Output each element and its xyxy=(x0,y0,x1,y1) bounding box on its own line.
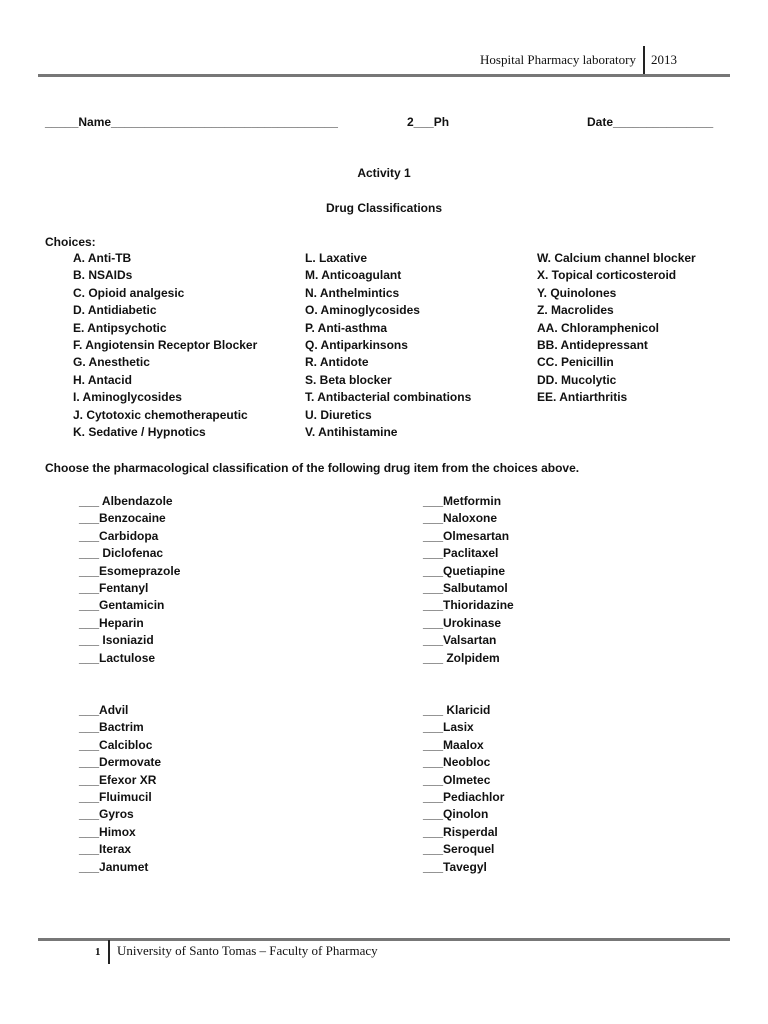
list-item: ___Tavegyl xyxy=(423,859,487,874)
list-item: ___ Klaricid xyxy=(423,703,491,717)
list-item: J. Cytotoxic chemotherapeutic xyxy=(73,407,248,422)
list-item: K. Sedative / Hypnotics xyxy=(73,424,206,439)
generic-list-right xyxy=(423,493,514,667)
list-item: D. Antidiabetic xyxy=(73,303,157,318)
list-item: ___Valsartan xyxy=(423,633,497,648)
list-item: ___Metformin xyxy=(423,494,502,508)
list-item: DD. Mucolytic xyxy=(537,372,617,387)
list-item: N. Anthelmintics xyxy=(305,285,400,300)
list-item: G. Anesthetic xyxy=(73,355,150,370)
list-item: ___Risperdal xyxy=(423,824,498,839)
list-item: X. Topical corticosteroid xyxy=(537,268,677,283)
list-item: ___Quetiapine xyxy=(423,563,506,578)
list-item: R. Antidote xyxy=(305,355,369,370)
list-item: ___ Zolpidem xyxy=(423,650,500,665)
list-item: U. Diuretics xyxy=(305,407,372,422)
page-number: 1 xyxy=(95,946,101,958)
list-item: EE. Antiarthritis xyxy=(537,390,628,405)
brand-list-right xyxy=(423,702,504,876)
page-subtitle: Drug Classifications xyxy=(325,201,443,215)
list-item: ___Himox xyxy=(79,824,136,839)
list-item: ___Advil xyxy=(79,703,129,717)
list-item: S. Beta blocker xyxy=(305,372,392,387)
list-item: ___ Isoniazid xyxy=(79,633,154,648)
list-item: ___Lactulose xyxy=(79,650,156,665)
list-item: ___Janumet xyxy=(79,859,149,874)
choices-column-2 xyxy=(305,250,471,441)
list-item: ___Calcibloc xyxy=(79,737,153,752)
list-item: ___Thioridazine xyxy=(423,598,514,613)
brand-list-left xyxy=(79,702,161,876)
list-item: V. Antihistamine xyxy=(305,424,398,439)
footer-divider xyxy=(108,940,110,964)
list-item: ___Neobloc xyxy=(423,755,491,770)
generic-list-left xyxy=(79,493,180,667)
list-item: Z. Macrolides xyxy=(537,303,614,318)
list-item: M. Anticoagulant xyxy=(305,268,402,283)
list-item: ___Maalox xyxy=(423,737,484,752)
list-item: I. Aminoglycosides xyxy=(73,390,182,405)
list-item: ___Dermovate xyxy=(79,755,162,770)
choices-column-1 xyxy=(73,250,257,441)
header-year: 2013 xyxy=(651,52,677,67)
choices-column-3 xyxy=(537,250,696,407)
header-title: Hospital Pharmacy laboratory xyxy=(480,52,636,67)
list-item: ___Olmetec xyxy=(423,772,491,787)
list-item: T. Antibacterial combinations xyxy=(305,390,472,405)
list-item: W. Calcium channel blocker xyxy=(537,251,696,265)
list-item: ___Pediachlor xyxy=(423,789,505,804)
list-item: ___Salbutamol xyxy=(423,580,508,595)
list-item: ___Heparin xyxy=(79,615,144,630)
list-item: ___Fluimucil xyxy=(79,789,152,804)
list-item: ___ Diclofenac xyxy=(79,546,164,561)
footer-rule xyxy=(38,938,730,941)
list-item: ___Iterax xyxy=(79,842,132,857)
choices-label: Choices: xyxy=(45,235,96,249)
list-item: Y. Quinolones xyxy=(537,285,617,300)
list-item: ___Benzocaine xyxy=(79,511,166,526)
list-item: ___Gentamicin xyxy=(79,598,165,613)
list-item: A. Anti-TB xyxy=(73,251,132,265)
ph-field: 2___Ph xyxy=(407,115,450,129)
list-item: H. Antacid xyxy=(73,372,132,387)
list-item: C. Opioid analgesic xyxy=(73,285,185,300)
list-item: AA. Chloramphenicol xyxy=(537,320,660,335)
list-item: ___Carbidopa xyxy=(79,528,159,543)
list-item: ___Qinolon xyxy=(423,807,489,822)
header-rule xyxy=(38,74,730,77)
activity-title: Activity 1 xyxy=(357,166,411,180)
list-item: F. Angiotensin Receptor Blocker xyxy=(73,337,258,352)
date-field: Date_______________ xyxy=(587,115,714,129)
list-item: BB. Antidepressant xyxy=(537,337,648,352)
list-item: Q. Antiparkinsons xyxy=(305,337,408,352)
list-item: B. NSAIDs xyxy=(73,268,133,283)
list-item: ___Efexor XR xyxy=(79,772,157,787)
list-item: O. Aminoglycosides xyxy=(305,303,420,318)
list-item: CC. Penicillin xyxy=(537,355,614,370)
list-item: ___Paclitaxel xyxy=(423,546,499,561)
list-item: ___ Albendazole xyxy=(79,494,173,508)
list-item: ___Gyros xyxy=(79,807,134,822)
list-item: ___Lasix xyxy=(423,720,474,735)
list-item: ___Fentanyl xyxy=(79,580,149,595)
list-item: ___Urokinase xyxy=(423,615,502,630)
list-item: ___Naloxone xyxy=(423,511,498,526)
footer-text: University of Santo Tomas – Faculty of Pharmacy xyxy=(117,943,378,958)
instruction-text: Choose the pharmacological classification of the following drug item from the choices above. xyxy=(45,461,580,475)
list-item: L. Laxative xyxy=(305,251,368,265)
list-item: E. Antipsychotic xyxy=(73,320,167,335)
header-divider xyxy=(643,46,645,76)
name-field: _____Name__________________________________ xyxy=(45,115,338,129)
list-item: ___Bactrim xyxy=(79,720,144,735)
list-item: ___Olmesartan xyxy=(423,528,510,543)
list-item: ___Esomeprazole xyxy=(79,563,181,578)
list-item: ___Seroquel xyxy=(423,842,495,857)
list-item: P. Anti-asthma xyxy=(305,320,388,335)
